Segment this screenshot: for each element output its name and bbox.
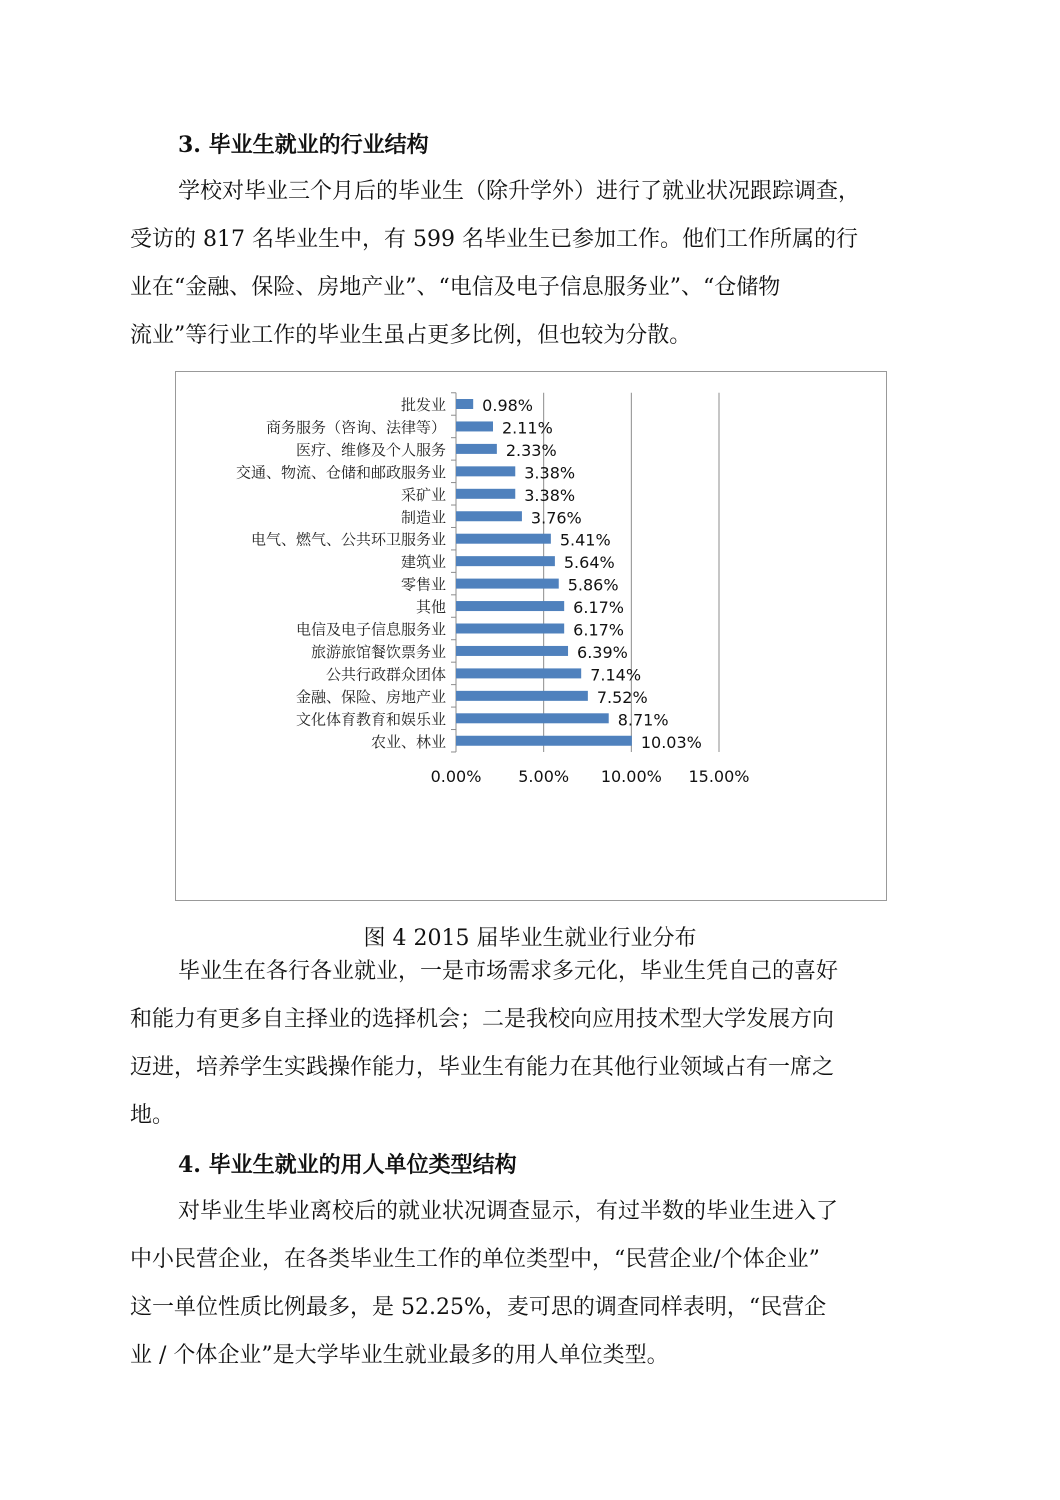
category-label: 交通、物流、仓储和邮政服务业 [235, 463, 446, 482]
data-label: 5.64% [563, 553, 615, 573]
paragraph-line: 这一单位性质比例最多，是 52.25%，麦可思的调查同样表明，“民营企 [130, 1295, 827, 1320]
bar [456, 668, 581, 678]
bar-chart-svg [176, 372, 888, 902]
x-tick-label: 15.00% [688, 766, 750, 786]
bar [456, 646, 568, 656]
bar [456, 489, 515, 499]
bar [456, 534, 551, 544]
data-label: 7.52% [596, 687, 648, 707]
paragraph-line: 业 / 个体企业”是大学毕业生就业最多的用人单位类型。 [130, 1343, 669, 1368]
paragraph-line: 学校对毕业三个月后的毕业生（除升学外）进行了就业状况跟踪调查， [178, 179, 861, 204]
data-label: 3.38% [524, 463, 576, 483]
category-label: 文化体育教育和娱乐业 [295, 710, 446, 729]
bar [456, 601, 564, 611]
x-tick-label: 10.00% [600, 766, 662, 786]
paragraph-line: 毕业生在各行各业就业，一是市场需求多元化，毕业生凭自己的喜好 [178, 959, 839, 984]
section-4-paragraph [130, 1188, 930, 1380]
x-tick-label: 5.00% [518, 766, 570, 786]
data-label: 5.86% [567, 575, 619, 595]
category-label: 采矿业 [400, 485, 446, 504]
bar [456, 736, 632, 746]
bar [456, 399, 473, 409]
bar [456, 713, 609, 723]
category-label: 其他 [415, 598, 446, 617]
x-tick-label: 0.00% [430, 766, 482, 786]
paragraph-line: 地。 [130, 1103, 175, 1128]
category-label: 金融、保险、房地产业 [295, 687, 446, 706]
bar [456, 579, 559, 589]
category-label: 旅游旅馆餐饮票务业 [310, 642, 446, 661]
data-label: 0.98% [482, 396, 534, 415]
category-label: 零售业 [400, 575, 446, 594]
bar [456, 691, 588, 701]
section-4-heading: 4. 毕业生就业的用人单位类型结构 [178, 1152, 517, 1178]
industry-distribution-chart [175, 371, 887, 901]
data-label: 2.11% [501, 418, 553, 438]
bar [456, 624, 564, 634]
data-label: 5.41% [559, 530, 611, 550]
data-label: 8.71% [617, 710, 669, 730]
bar [456, 421, 493, 431]
data-label: 3.38% [524, 485, 576, 505]
data-label: 6.39% [577, 642, 628, 662]
paragraph-line: 流业”等行业工作的毕业生虽占更多比例，但也较为分散。 [130, 323, 692, 348]
data-label: 6.17% [573, 598, 625, 618]
paragraph-line: 对毕业生毕业离校后的就业状况调查显示，有过半数的毕业生进入了 [178, 1199, 839, 1224]
category-label: 电信及电子信息服务业 [295, 620, 446, 639]
data-label: 2.33% [505, 440, 557, 460]
category-label: 商务服务（咨询、法律等） [265, 418, 446, 437]
data-label: 6.17% [573, 620, 625, 640]
section-3-paragraph [130, 168, 930, 360]
category-label: 医疗、维修及个人服务 [295, 440, 446, 459]
paragraph-line: 业在“金融、保险、房地产业”、“电信及电子信息服务业”、“仓储物 [130, 275, 781, 300]
category-label: 建筑业 [400, 553, 446, 572]
bar [456, 511, 522, 521]
paragraph-line: 受访的 817 名毕业生中，有 599 名毕业生已参加工作。他们工作所属的行 [130, 227, 858, 252]
category-label: 农业、林业 [370, 732, 446, 751]
paragraph-2 [130, 948, 930, 1140]
data-label: 7.14% [590, 665, 642, 685]
bar [456, 444, 497, 454]
category-label: 批发业 [400, 396, 446, 414]
bar [456, 556, 555, 566]
paragraph-line: 中小民营企业，在各类毕业生工作的单位类型中，“民营企业/个体企业” [130, 1247, 820, 1272]
category-label: 电气、燃气、公共环卫服务业 [250, 530, 446, 549]
category-label: 公共行政群众团体 [325, 665, 446, 684]
data-label: 10.03% [640, 732, 702, 752]
figure-caption: 图 4 2015 届毕业生就业行业分布 [363, 926, 697, 951]
data-label: 3.76% [530, 508, 582, 528]
section-3-heading: 3. 毕业生就业的行业结构 [178, 132, 429, 158]
bar [456, 466, 515, 476]
paragraph-line: 迈进，培养学生实践操作能力，毕业生有能力在其他行业领域占有一席之 [130, 1055, 835, 1080]
category-label: 制造业 [400, 508, 446, 527]
paragraph-line: 和能力有更多自主择业的选择机会；二是我校向应用技术型大学发展方向 [130, 1007, 835, 1032]
